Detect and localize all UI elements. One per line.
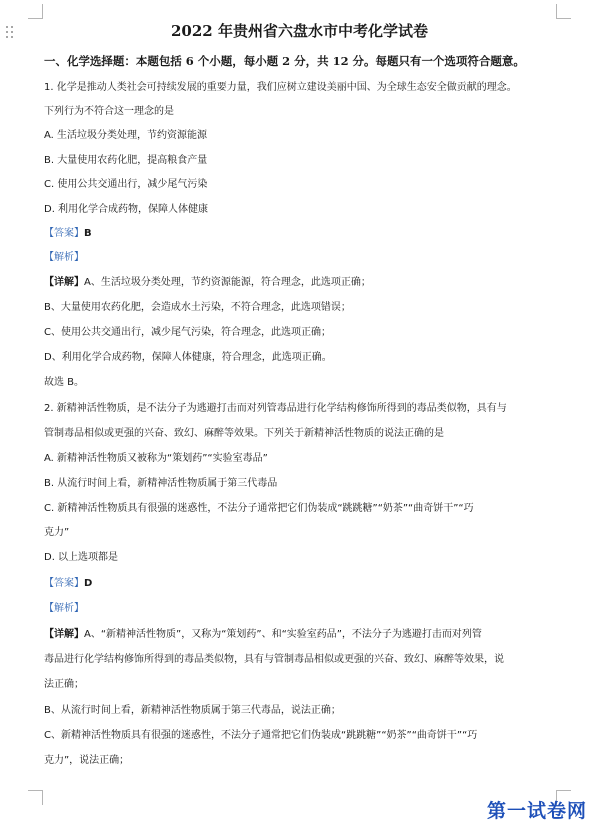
q2-detail-tag: 【详解】 — [44, 629, 84, 640]
q1-analysis-tag — [44, 250, 84, 266]
document-title: 2022 年贵州省六盘水市中考化学试卷 — [171, 22, 428, 40]
q2-answer — [44, 576, 92, 592]
page-corner-mark-top-left — [28, 4, 43, 19]
section-heading: 一、化学选择题：本题包括 6 个小题，每小题 2 分，共 12 分。每题只有一个选项符合题意。 — [44, 54, 525, 68]
q1-option-a: A. 生活垃圾分类处理，节约资源能源 — [44, 130, 208, 141]
q2-stem-line-2: 管制毒品相似或更强的兴奋、致幻、麻醉等效果。下列关于新精神活性物质的说法正确的是 — [44, 428, 444, 439]
q2-option-c-continued: 克力” — [44, 527, 70, 538]
q2-option-b: B. 从流行时间上看，新精神活性物质属于第三代毒品 — [44, 478, 278, 489]
q1-conclusion: 故选 B。 — [44, 377, 85, 388]
q1-detail-line-1 — [44, 275, 371, 291]
q2-detail-line-3: 法正确； — [44, 679, 84, 690]
q1-option-d: D. 利用化学合成药物，保障人体健康 — [44, 204, 209, 215]
q1-answer-value: B — [84, 228, 92, 239]
q2-option-a: A. 新精神活性物质又被称为“策划药”“实验室毒品” — [44, 453, 268, 464]
q2-stem-line-1: 2. 新精神活性物质，是不法分子为逃避打击而对列管毒品进行化学结构修饰所得到的毒品类似物，具有与 — [44, 403, 507, 414]
q1-detail-tag: 【详解】 — [44, 277, 84, 288]
q1-analysis-label: 【解析】 — [44, 252, 84, 263]
q2-analysis-tag — [44, 601, 84, 617]
q1-detail-line-3: C、使用公共交通出行，减少尾气污染，符合理念，此选项正确； — [44, 327, 331, 338]
page-corner-mark-top-right — [556, 4, 571, 19]
q2-answer-value: D — [84, 578, 93, 589]
q1-detail-line-2: B、大量使用农药化肥，会造成水土污染，不符合理念，此选项错误； — [44, 302, 351, 313]
q2-detail-line-1 — [44, 627, 482, 643]
q2-detail-line-6: 克力”，说法正确； — [44, 755, 130, 766]
q2-detail-text: A、“新精神活性物质”，又称为“策划药”、和“实验室药品”，不法分子为逃避打击而对列管 — [84, 629, 482, 640]
q1-detail-text: A、生活垃圾分类处理，节约资源能源，符合理念，此选项正确； — [84, 277, 371, 288]
q1-stem-line-2: 下列行为不符合这一理念的是 — [44, 106, 174, 117]
q1-answer-tag: 【答案】 — [44, 228, 84, 239]
q2-analysis-label: 【解析】 — [44, 603, 84, 614]
q2-option-c: C. 新精神活性物质具有很强的迷惑性，不法分子通常把它们伪装成“跳跳糖”“奶茶”“曲奇饼干”“巧 — [44, 503, 474, 514]
watermark-logo: 第一试卷网 — [487, 800, 588, 822]
q2-detail-line-2: 毒品进行化学结构修饰所得到的毒品类似物，具有与管制毒品相似或更强的兴奋、致幻、麻醉等效果，说 — [44, 654, 504, 665]
q1-option-c: C. 使用公共交通出行，减少尾气污染 — [44, 179, 208, 190]
q2-answer-tag: 【答案】 — [44, 578, 84, 589]
q2-detail-line-4: B、从流行时间上看，新精神活性物质属于第三代毒品，说法正确； — [44, 705, 341, 716]
q1-detail-line-4: D、利用化学合成药物，保障人体健康，符合理念，此选项正确。 — [44, 352, 332, 363]
q2-option-d: D. 以上选项都是 — [44, 552, 119, 563]
q1-option-b: B. 大量使用农药化肥，提高粮食产量 — [44, 155, 208, 166]
page-corner-mark-bottom-left — [28, 790, 43, 805]
q1-answer — [44, 226, 92, 242]
q2-detail-line-5: C、新精神活性物质具有很强的迷惑性，不法分子通常把它们伪装成“跳跳糖”“奶茶”“曲奇饼干”“巧 — [44, 730, 478, 741]
q1-stem-line-1: 1. 化学是推动人类社会可持续发展的重要力量，我们应树立建设美丽中国、为全球生态安全做贡献的理念。 — [44, 82, 517, 93]
